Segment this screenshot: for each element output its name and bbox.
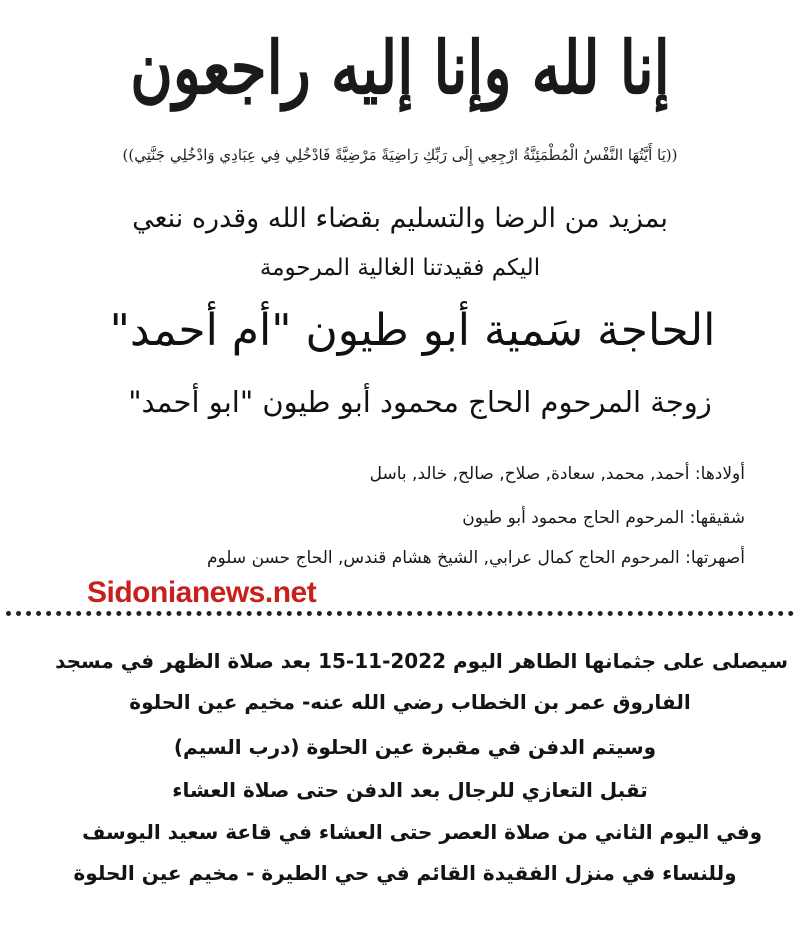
notice-line-4: تقبل التعازي للرجال بعد الدفن حتى صلاة العشاء: [172, 778, 648, 802]
notice-line-6: وللنساء في منزل الفقيدة القائم في حي الطيرة - مخيم عين الحلوة: [73, 861, 737, 885]
watermark: Sidonianews.net: [87, 576, 317, 609]
calligraphy-header: [0, 10, 800, 125]
dotted-divider: [6, 611, 794, 616]
notice-line-2: الفاروق عمر بن الخطاب رضي الله عنه- مخيم عين الحلوة: [129, 690, 691, 714]
notice-line-1: سيصلى على جثمانها الطاهر اليوم 2022-11-15 بعد صلاة الظهر في مسجد: [55, 649, 788, 673]
family-sibling: شقيقها: المرحوم الحاج محمود أبو طيون: [462, 508, 745, 528]
notice-line-3: وسيتم الدفن في مقبرة عين الحلوة (درب السيم): [173, 735, 657, 759]
family-sons: أولادها: أحمد, محمد, سعادة, صلاح, صالح, خالد, باسل: [369, 464, 745, 484]
quran-verse: ((يَا أَيَّتُهَا النَّفْسُ الْمُطْمَئِنَّةُ ارْجِعِي إِلَى رَبِّكِ رَاضِيَةً مَرْضِيَّةً فَادْخُلِي فِي عِبَادِي وَادْخُلِي جَنَّتِي)): [122, 146, 678, 164]
family-inlaws: أصهرتها: المرحوم الحاج كمال عرابي, الشيخ هشام قندس, الحاج حسن سلوم: [206, 548, 745, 568]
notice-line-5: وفي اليوم الثاني من صلاة العصر حتى العشاء في قاعة سعيد اليوسف: [82, 820, 762, 844]
intro-line-1: بمزيد من الرضا والتسليم بقضاء الله وقدره ننعي: [132, 203, 668, 234]
deceased-name: الحاجة سَمية أبو طيون "أم أحمد": [109, 305, 716, 356]
calligraphy-text: إنا لله وإنا إليه راجعون: [130, 25, 670, 110]
intro-line-2: اليكم فقيدتنا الغالية المرحومة: [259, 255, 541, 281]
husband-line: زوجة المرحوم الحاج محمود أبو طيون "ابو أحمد": [128, 385, 712, 419]
